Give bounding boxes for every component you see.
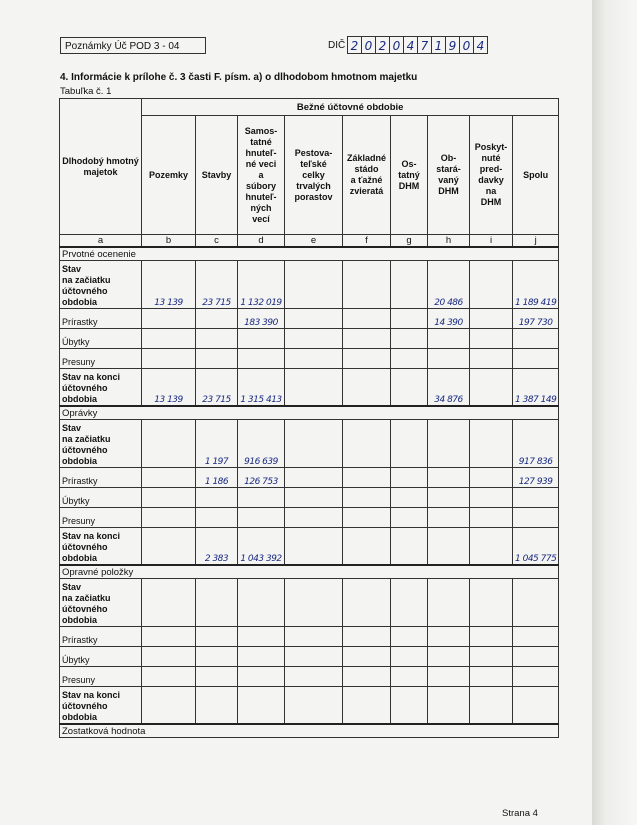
cell-value — [343, 626, 391, 646]
table-row — [60, 348, 559, 368]
cell-value — [285, 666, 343, 686]
cell-value: 2 383 — [196, 527, 238, 565]
cell-value — [285, 507, 343, 527]
col-header: Pestova- teľské celky trvalých porastov — [285, 116, 343, 235]
row-label: Prírastky — [60, 467, 142, 487]
cell-value — [142, 467, 196, 487]
cell-value — [470, 646, 513, 666]
section-header: Opravné položky — [60, 565, 559, 578]
col-letter: a — [60, 235, 142, 248]
cell-value — [238, 507, 285, 527]
row-label: Stav na začiatku účtovného obdobia — [60, 578, 142, 626]
cell-value — [238, 666, 285, 686]
cell-value — [196, 348, 238, 368]
cell-value: 1 043 392 — [238, 527, 285, 565]
cell-value — [285, 328, 343, 348]
cell-value — [513, 686, 559, 724]
table-row — [60, 467, 559, 487]
cell-value — [470, 686, 513, 724]
cell-value — [196, 666, 238, 686]
cell-value — [391, 507, 428, 527]
cell-value — [142, 626, 196, 646]
cell-value — [470, 626, 513, 646]
col-letter: b — [142, 235, 196, 248]
cell-value — [470, 467, 513, 487]
cell-value — [142, 666, 196, 686]
cell-value — [285, 646, 343, 666]
cell-value — [142, 348, 196, 368]
form-label: Poznámky Úč POD 3 - 04 — [60, 37, 206, 54]
cell-value: 1 186 — [196, 467, 238, 487]
table-row — [60, 507, 559, 527]
fixed-assets-table — [59, 98, 559, 738]
col-letter: c — [196, 235, 238, 248]
cell-value — [428, 507, 470, 527]
table-row — [60, 646, 559, 666]
dic-digit-box: 4 — [473, 36, 488, 54]
row-label: Úbytky — [60, 646, 142, 666]
cell-value — [142, 527, 196, 565]
section-header: Prvotné ocenenie — [60, 247, 559, 260]
cell-value — [343, 368, 391, 406]
cell-value: 1 132 019 — [238, 260, 285, 308]
cell-value — [428, 487, 470, 507]
row-label: Úbytky — [60, 328, 142, 348]
cell-value — [196, 626, 238, 646]
cell-value: 1 189 419 — [513, 260, 559, 308]
row-label: Stav na začiatku účtovného obdobia — [60, 419, 142, 467]
cell-value — [470, 487, 513, 507]
table-row — [60, 626, 559, 646]
group-header: Bežné účtovné obdobie — [142, 99, 559, 116]
table-row — [60, 419, 559, 467]
cell-value: 917 836 — [513, 419, 559, 467]
cell-value — [142, 487, 196, 507]
dic-number — [348, 36, 488, 54]
col-letter: h — [428, 235, 470, 248]
cell-value — [428, 527, 470, 565]
cell-value — [428, 646, 470, 666]
row-label: Úbytky — [60, 487, 142, 507]
cell-value: 13 139 — [142, 260, 196, 308]
cell-value — [470, 419, 513, 467]
cell-value — [343, 527, 391, 565]
cell-value — [142, 578, 196, 626]
cell-value — [391, 527, 428, 565]
cell-value — [285, 419, 343, 467]
cell-value — [428, 328, 470, 348]
cell-value — [196, 308, 238, 328]
cell-value — [470, 260, 513, 308]
cell-value: 127 939 — [513, 467, 559, 487]
cell-value — [470, 368, 513, 406]
row-label: Stav na začiatku účtovného obdobia — [60, 260, 142, 308]
cell-value — [513, 348, 559, 368]
row-label: Prírastky — [60, 308, 142, 328]
cell-value — [428, 578, 470, 626]
table-label: Tabuľka č. 1 — [60, 86, 112, 97]
cell-value — [285, 467, 343, 487]
cell-value — [238, 626, 285, 646]
cell-value — [343, 260, 391, 308]
cell-value — [343, 467, 391, 487]
cell-value: 23 715 — [196, 368, 238, 406]
cell-value — [513, 578, 559, 626]
cell-value — [285, 348, 343, 368]
cell-value — [513, 666, 559, 686]
cell-value — [142, 686, 196, 724]
cell-value — [196, 578, 238, 626]
cell-value — [285, 308, 343, 328]
cell-value — [391, 328, 428, 348]
col-letter: e — [285, 235, 343, 248]
col-header: Spolu — [513, 116, 559, 235]
cell-value — [142, 308, 196, 328]
dic-digit-box: 2 — [347, 36, 362, 54]
col-letter: j — [513, 235, 559, 248]
cell-value — [285, 260, 343, 308]
cell-value — [238, 348, 285, 368]
cell-value — [238, 578, 285, 626]
cell-value — [470, 348, 513, 368]
cell-value — [142, 328, 196, 348]
cell-value — [343, 328, 391, 348]
row-label: Presuny — [60, 507, 142, 527]
row-label: Stav na konci účtovného obdobia — [60, 527, 142, 565]
dic-digit-box: 1 — [431, 36, 446, 54]
dic-digit-box: 0 — [389, 36, 404, 54]
cell-value — [285, 368, 343, 406]
dic-digit-box: 0 — [361, 36, 376, 54]
table-row — [60, 686, 559, 724]
cell-value — [391, 467, 428, 487]
col-header: Základné stádo a ťažné zvieratá — [343, 116, 391, 235]
cell-value — [285, 527, 343, 565]
cell-value: 14 390 — [428, 308, 470, 328]
section-header: Zostatková hodnota — [60, 724, 559, 737]
cell-value: 1 315 413 — [238, 368, 285, 406]
cell-value — [428, 419, 470, 467]
cell-value — [391, 419, 428, 467]
cell-value — [428, 626, 470, 646]
row-label: Stav na konci účtovného obdobia — [60, 368, 142, 406]
dic-digit-box: 0 — [459, 36, 474, 54]
cell-value — [470, 308, 513, 328]
cell-value — [391, 646, 428, 666]
cell-value: 34 876 — [428, 368, 470, 406]
col-letter: d — [238, 235, 285, 248]
cell-value — [391, 578, 428, 626]
cell-value — [196, 487, 238, 507]
cell-value — [513, 626, 559, 646]
cell-value — [238, 686, 285, 724]
cell-value — [285, 626, 343, 646]
cell-value — [513, 507, 559, 527]
cell-value: 1 387 149 — [513, 368, 559, 406]
table-row — [60, 666, 559, 686]
cell-value — [343, 686, 391, 724]
cell-value: 1 197 — [196, 419, 238, 467]
col-header: Pozemky — [142, 116, 196, 235]
cell-value — [238, 646, 285, 666]
cell-value: 197 730 — [513, 308, 559, 328]
cell-value — [285, 686, 343, 724]
row-label: Prírastky — [60, 626, 142, 646]
cell-value — [391, 686, 428, 724]
cell-value — [343, 419, 391, 467]
dic-digit-box: 2 — [375, 36, 390, 54]
col-header: Samos- tatné hnuteľ- né veci a súbory hnuteľ- ných vecí — [238, 116, 285, 235]
cell-value — [391, 368, 428, 406]
cell-value: 126 753 — [238, 467, 285, 487]
cell-value — [470, 666, 513, 686]
row-label: Presuny — [60, 348, 142, 368]
cell-value — [238, 487, 285, 507]
cell-value — [391, 260, 428, 308]
cell-value — [285, 487, 343, 507]
table-row — [60, 328, 559, 348]
col-header: Ob- stará- vaný DHM — [428, 116, 470, 235]
cell-value: 183 390 — [238, 308, 285, 328]
cell-value: 23 715 — [196, 260, 238, 308]
col-header: Poskyt- nuté pred- davky na DHM — [470, 116, 513, 235]
cell-value — [238, 328, 285, 348]
table-row — [60, 368, 559, 406]
col-header: Os- tatný DHM — [391, 116, 428, 235]
table-row — [60, 527, 559, 565]
cell-value — [343, 666, 391, 686]
section-title: 4. Informácie k prílohe č. 3 časti F. písm. a) o dlhodobom hmotnom majetku — [60, 72, 418, 83]
section-header: Oprávky — [60, 406, 559, 419]
table-row — [60, 308, 559, 328]
cell-value — [196, 507, 238, 527]
col-header: Stavby — [196, 116, 238, 235]
cell-value — [343, 487, 391, 507]
col-letter: i — [470, 235, 513, 248]
cell-value: 1 045 775 — [513, 527, 559, 565]
row-label: Presuny — [60, 666, 142, 686]
cell-value — [470, 578, 513, 626]
cell-value — [142, 646, 196, 666]
cell-value — [513, 646, 559, 666]
col-header-asset: Dlhodobý hmotný majetok — [60, 99, 142, 235]
cell-value: 13 139 — [142, 368, 196, 406]
cell-value — [470, 527, 513, 565]
cell-value — [428, 467, 470, 487]
cell-value — [196, 646, 238, 666]
cell-value — [142, 507, 196, 527]
cell-value — [391, 626, 428, 646]
cell-value — [142, 419, 196, 467]
dic-digit-box: 9 — [445, 36, 460, 54]
dic-digit-box: 4 — [403, 36, 418, 54]
cell-value: 20 486 — [428, 260, 470, 308]
cell-value — [470, 507, 513, 527]
cell-value — [428, 686, 470, 724]
cell-value — [391, 348, 428, 368]
cell-value — [391, 666, 428, 686]
table-row — [60, 260, 559, 308]
cell-value — [513, 487, 559, 507]
dic-label: DIČ — [328, 40, 346, 51]
row-label: Stav na konci účtovného obdobia — [60, 686, 142, 724]
col-letter: g — [391, 235, 428, 248]
table-row — [60, 487, 559, 507]
cell-value — [470, 328, 513, 348]
cell-value — [428, 666, 470, 686]
cell-value: 916 639 — [238, 419, 285, 467]
table-row — [60, 578, 559, 626]
cell-value — [428, 348, 470, 368]
cell-value — [391, 487, 428, 507]
cell-value — [343, 348, 391, 368]
cell-value — [343, 308, 391, 328]
cell-value — [343, 578, 391, 626]
cell-value — [391, 308, 428, 328]
dic-digit-box: 7 — [417, 36, 432, 54]
page-edge-shadow — [592, 0, 637, 825]
cell-value — [196, 686, 238, 724]
col-letter: f — [343, 235, 391, 248]
cell-value — [285, 578, 343, 626]
cell-value — [343, 507, 391, 527]
cell-value — [196, 328, 238, 348]
cell-value — [513, 328, 559, 348]
page-number: Strana 4 — [502, 808, 538, 819]
cell-value — [343, 646, 391, 666]
